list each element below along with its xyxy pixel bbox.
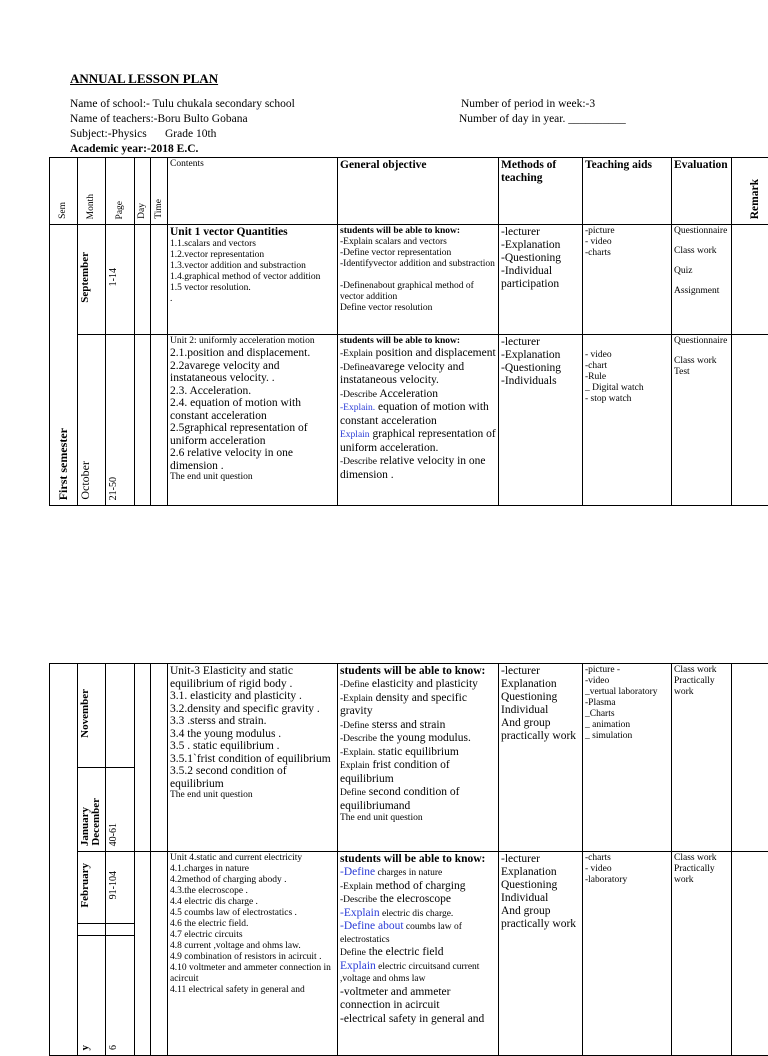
table-row	[50, 335, 768, 506]
content-line: 4.7 electric circuits	[170, 930, 335, 941]
time-cell	[151, 852, 168, 1056]
method-line: Questioning	[501, 879, 580, 892]
content-line: 2.2avarege velocity and instataneous velocity. .	[170, 360, 335, 385]
evaluation-cell	[672, 225, 732, 335]
lesson-plan-table-2	[49, 663, 768, 1056]
content-line: 4.4 electric dis charge .	[170, 897, 335, 908]
method-line: Questioning	[501, 691, 580, 704]
objective-line: -Describe relative velocity in one dimension .	[340, 455, 496, 482]
month-cell: February	[78, 852, 106, 924]
table-row	[50, 225, 768, 335]
objective-cell: students will be able to know: -Define charges in nature -Explain method of charging -Describe the elecroscope -Explain electric dis charge. -Define about coumbs law of electrostatics Define the electric field Explain electric circuitsand current ,voltage and ohms law -voltmeter and ammeter connection in acircuit -electrical safety in general and	[338, 852, 499, 1056]
objective-cell: students will be able to know: -Explain position and displacement -Defineavarege velocity and instataneous velocity. -Describe Acceleration -Explain. equation of motion with constant acceleration Explain graphical representation of uniform acceleration. -Describe relative velocity in one dimension .	[338, 335, 499, 506]
content-line: 1.3.vector addition and substraction	[170, 261, 335, 272]
teacher-name: Name of teachers:-Boru Bulto Gobana	[70, 112, 248, 127]
aid-line: -Rule	[585, 372, 669, 383]
aid-line: -video	[585, 676, 669, 687]
evaluation-line: Quiz	[674, 266, 729, 277]
content-line: 3.4 the young modulus .	[170, 728, 335, 741]
method-line: Explanation	[501, 866, 580, 879]
aids-cell	[583, 335, 672, 506]
semester-cell: First semester	[50, 225, 78, 506]
contents-cell: Unit 2: uniformly acceleration motion 2.1.position and displacement. 2.2avarege velocity and instataneous velocity. . 2.3. Acceleration. 2.4. equation of motion with constant acceleration 2.5graphical representation of uniform acceleration 2.6 relative velocity in one dimension . The end unit question	[168, 335, 338, 506]
objective-line: -Define elasticity and plasticity	[340, 678, 496, 692]
method-line: Explanation	[501, 678, 580, 691]
objective-line: -Describe Acceleration	[340, 388, 496, 402]
time-cell	[151, 664, 168, 852]
objective-cell: students will be able to know: -Define elasticity and plasticity -Explain density and specific gravity -Define sterss and strain -Describe the young modulus. -Explain. static equilibrium Explain frist condition of equilibrium Define second condition of equilibriumand The end unit question	[338, 664, 499, 852]
header-time: Time	[151, 158, 168, 225]
aid-line: _vertual laboratory	[585, 687, 669, 698]
aid-line: _ Digital watch	[585, 383, 669, 394]
content-line: 4.5 coumbs law of electrostatics .	[170, 908, 335, 919]
methods-cell	[499, 852, 583, 1056]
header-methods: Methods of teaching	[499, 158, 583, 225]
objective-line: Explain electric circuitsand current ,voltage and ohms law	[340, 960, 496, 986]
content-line: .	[170, 294, 335, 305]
objective-line: Explain graphical representation of uniform acceleration.	[340, 428, 496, 455]
content-line: 4.3.the elecroscope .	[170, 886, 335, 897]
aid-line: _Charts	[585, 709, 669, 720]
header-objective: General objective	[338, 158, 499, 225]
objective-line: -Define vector representation	[340, 248, 496, 259]
header-page: Page	[106, 158, 135, 225]
contents-cell	[168, 852, 338, 1056]
objective-line	[340, 270, 496, 281]
evaluation-line: Practically work	[674, 864, 729, 886]
table-row	[50, 664, 768, 768]
grade: Grade 10th	[165, 127, 216, 142]
content-line: 4.8 current ,voltage and ohms law.	[170, 941, 335, 952]
content-line: 2.5graphical representation of uniform acceleration	[170, 422, 335, 447]
semester-cell	[50, 664, 78, 1056]
objective-line: -Explain. equation of motion with constant acceleration	[340, 401, 496, 428]
methods-cell	[499, 225, 583, 335]
header-aids: Teaching aids	[583, 158, 672, 225]
evaluation-line: Questionnaire	[674, 336, 729, 347]
time-cell	[151, 225, 168, 335]
method-line: -lecturer	[501, 665, 580, 678]
evaluation-line: Class work	[674, 853, 729, 864]
method-line: -Individual participation	[501, 265, 580, 291]
objective-line: -Definenabout graphical method of vector addition	[340, 281, 496, 303]
header-contents: Contents	[168, 158, 338, 225]
objective-cell: students will be able to know: -Explain scalars and vectors -Define vector representation -Identifyvector addition and substraction -Definenabout graphical method of vector addition Define vector resolution	[338, 225, 499, 335]
remark-cell	[732, 335, 768, 506]
aids-cell	[583, 225, 672, 335]
aid-line: - video	[585, 237, 669, 248]
evaluation-line: Assignment	[674, 286, 729, 297]
day-cell	[135, 335, 151, 506]
objective-line: -Define charges in nature	[340, 866, 496, 880]
method-line: And group practically work	[501, 717, 580, 743]
subject: Subject:-Physics	[70, 127, 147, 142]
days-per-year: Number of day in year. __________	[459, 112, 626, 127]
method-line: -Questioning	[501, 252, 580, 265]
table-row	[50, 852, 768, 924]
page-cell: 1-14	[106, 225, 135, 335]
aid-line: - video	[585, 350, 669, 361]
aid-line: -laboratory	[585, 875, 669, 886]
month-cell: October	[78, 335, 106, 506]
content-line: 4.11 electrical safety in general and	[170, 985, 335, 996]
content-line: 1.2.vector representation	[170, 250, 335, 261]
content-line: 3.5.1`frist condition of equilibrium	[170, 753, 335, 766]
page-cell	[106, 924, 135, 936]
objective-line: -Identifyvector addition and substraction	[340, 259, 496, 270]
contents-cell: Unit 1 vector Quantities 1.1.scalars and vectors 1.2.vector representation 1.3.vector addition and substraction 1.4.graphical method of vector addition 1.5 vector resolution. .	[168, 225, 338, 335]
aids-cell	[583, 664, 672, 852]
month-cell	[78, 924, 106, 936]
header-day: Day	[135, 158, 151, 225]
content-line: 3.1. elasticity and plasticity .	[170, 690, 335, 703]
remark-cell	[732, 852, 768, 1056]
lesson-plan-table-1	[49, 157, 768, 506]
objective-line: -Explain density and specific gravity	[340, 692, 496, 719]
content-line: 4.6 the electric field.	[170, 919, 335, 930]
month-cell: November	[78, 664, 106, 768]
content-line: 4.10 voltmeter and ammeter connection in acircuit	[170, 963, 335, 985]
objective-line: Define second condition of equilibriumand	[340, 786, 496, 813]
evaluation-line: Practically work	[674, 676, 729, 698]
content-line: 3.5.2 second condition of equilibrium	[170, 765, 335, 790]
objective-line: -voltmeter and ammeter connection in acircuit	[340, 986, 496, 1013]
content-line: 4.9 combination of resistors in acircuit .	[170, 952, 335, 963]
methods-cell	[499, 335, 583, 506]
page-cell	[106, 664, 135, 768]
page-cell: 40-61	[106, 768, 135, 852]
content-line: 1.4.graphical method of vector addition	[170, 272, 335, 283]
method-line: Individual	[501, 892, 580, 905]
method-line: -Questioning	[501, 362, 580, 375]
school-name: Name of school:- Tulu chukala secondary school	[70, 97, 295, 112]
methods-cell	[499, 664, 583, 852]
aid-line: -charts	[585, 248, 669, 259]
objective-line: -Explain. static equilibrium	[340, 746, 496, 760]
day-cell	[135, 664, 151, 852]
objective-line: Define the electric field	[340, 946, 496, 960]
objective-line: -Explain scalars and vectors	[340, 237, 496, 248]
aid-line: -chart	[585, 361, 669, 372]
aid-line: -charts	[585, 853, 669, 864]
page-cell: 21-50	[106, 335, 135, 506]
method-line: -Explanation	[501, 349, 580, 362]
time-cell	[151, 335, 168, 506]
aid-line: _ simulation	[585, 731, 669, 742]
aid-line: -picture -	[585, 665, 669, 676]
aid-line: -Plasma	[585, 698, 669, 709]
evaluation-line: Class work	[674, 356, 729, 367]
aid-line: - video	[585, 864, 669, 875]
objective-line: -electrical safety in general and	[340, 1013, 496, 1027]
content-line: Unit 4.static and current electricity	[170, 853, 335, 864]
remark-cell	[732, 664, 768, 852]
objective-line: -Explain position and displacement	[340, 347, 496, 361]
content-line: 1.1.scalars and vectors	[170, 239, 335, 250]
objective-line: -Explain electric dis charge.	[340, 907, 496, 921]
document-title: ANNUAL LESSON PLAN	[70, 71, 218, 87]
aid-line: _ animation	[585, 720, 669, 731]
day-cell	[135, 225, 151, 335]
evaluation-cell	[672, 664, 732, 852]
method-line: Individual	[501, 704, 580, 717]
objective-line: -Define sterss and strain	[340, 719, 496, 733]
content-line: 4.1.charges in nature	[170, 864, 335, 875]
content-line: 2.6 relative velocity in one dimension .	[170, 447, 335, 472]
header-evaluation: Evaluation	[672, 158, 732, 225]
objective-line: -Describe the elecroscope	[340, 893, 496, 907]
content-line: 1.5 vector resolution.	[170, 283, 335, 294]
day-cell	[135, 852, 151, 1056]
periods-per-week: Number of period in week:-3	[461, 97, 595, 112]
content-line: 2.1.position and displacement.	[170, 347, 335, 360]
aid-line: -picture	[585, 226, 669, 237]
objective-line: Explain frist condition of equilibrium	[340, 759, 496, 786]
header-month: Month	[78, 158, 106, 225]
month-cell: y	[78, 936, 106, 1056]
method-line: -lecturer	[501, 853, 580, 866]
content-line: 4.2method of charging abody .	[170, 875, 335, 886]
objective-line: -Describe the young modulus.	[340, 732, 496, 746]
evaluation-line: Class work	[674, 665, 729, 676]
evaluation-line: Test	[674, 367, 729, 378]
objective-line: -Defineavarege velocity and instataneous velocity.	[340, 361, 496, 388]
evaluation-line: Questionnaire	[674, 226, 729, 237]
content-line: Unit-3 Elasticity and static equilibrium of rigid body .	[170, 665, 335, 690]
header-remark: Remark	[732, 158, 768, 225]
month-cell: September	[78, 225, 106, 335]
content-line: 3.2.density and specific gravity .	[170, 703, 335, 716]
method-line: -Explanation	[501, 239, 580, 252]
evaluation-cell	[672, 852, 732, 1056]
objective-line: -Explain method of charging	[340, 880, 496, 894]
page-cell: 6	[106, 936, 135, 1056]
contents-cell: Unit-3 Elasticity and static equilibrium of rigid body . 3.1. elasticity and plasticity . 3.2.density and specific gravity . 3.3 .sterss and strain. 3.4 the young modulus . 3.5 . static equilibrium . 3.5.1`frist condition of equilibrium 3.5.2 second condition of equilibrium The end unit question	[168, 664, 338, 852]
month-cell: JanuaryDecember	[78, 768, 106, 852]
objective-line: -Define about coumbs law of electrostatics	[340, 920, 496, 946]
aids-cell	[583, 852, 672, 1056]
academic-year: Academic year:-2018 E.C.	[70, 142, 198, 157]
content-line: 2.3. Acceleration.	[170, 385, 335, 398]
header-sem: Sem	[50, 158, 78, 225]
method-line: And group practically work	[501, 905, 580, 931]
evaluation-cell	[672, 335, 732, 506]
content-line: 2.4. equation of motion with constant acceleration	[170, 397, 335, 422]
method-line: -lecturer	[501, 336, 580, 349]
aid-line: - stop watch	[585, 394, 669, 405]
method-line: -Individuals	[501, 375, 580, 388]
content-line: 3.5 . static equilibrium .	[170, 740, 335, 753]
evaluation-line: Class work	[674, 246, 729, 257]
content-line: 3.3 .sterss and strain.	[170, 715, 335, 728]
page-cell: 91-104	[106, 852, 135, 924]
objective-line: Define vector resolution	[340, 303, 496, 314]
header-row	[50, 158, 768, 225]
remark-cell	[732, 225, 768, 335]
method-line: -lecturer	[501, 226, 580, 239]
